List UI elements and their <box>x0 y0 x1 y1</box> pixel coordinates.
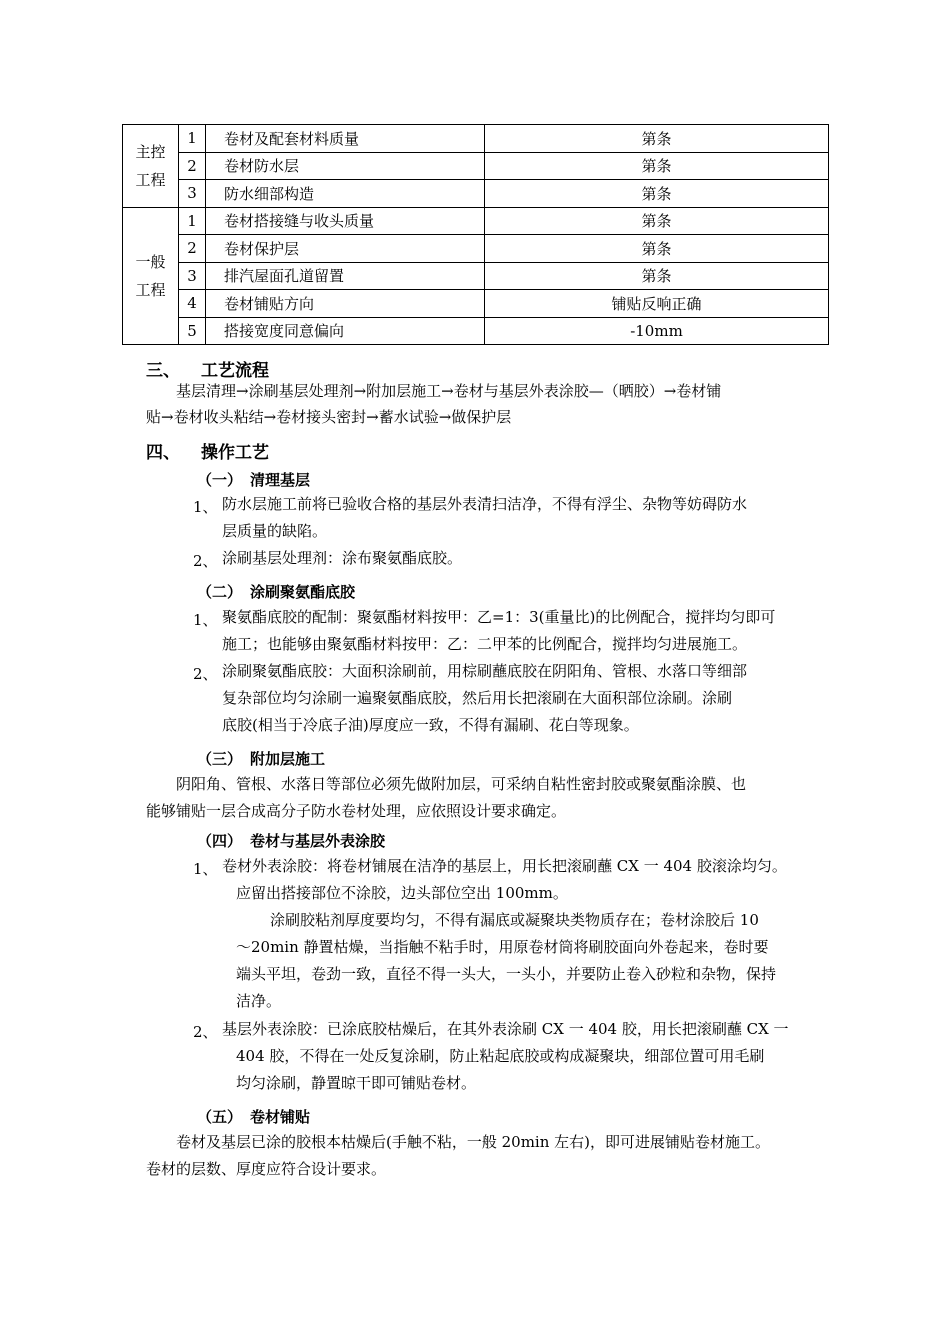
row-standard: 第条 <box>485 235 829 263</box>
section-title: 工艺流程 <box>201 361 269 381</box>
row-number: 5 <box>179 317 206 345</box>
section-heading-operation <box>146 438 269 463</box>
paragraph-line: 基层外表涂胶：已涂底胶枯燥后，在其外表涂刷 CX 一 404 胶，用长把滚刷蘸 CX 一 <box>222 1020 789 1038</box>
row-item: 卷材及配套材料质量 <box>206 125 485 153</box>
paragraph-line: 卷材的层数、厚度应符合设计要求。 <box>146 1160 387 1178</box>
table-row <box>123 152 829 180</box>
paragraph-line: 层质量的缺陷。 <box>222 522 328 540</box>
row-number: 4 <box>179 290 206 318</box>
item-number: 1、 <box>193 860 218 878</box>
row-standard: 第条 <box>485 262 829 290</box>
paragraph-line: 应留出搭接部位不涂胶，边头部位空出 100mm。 <box>236 884 568 902</box>
paragraph-line: 卷材及基层已涂的胶根本枯燥后(手触不粘，一般 20min 左右)，即可进展铺贴卷材施工。 <box>176 1133 771 1151</box>
paragraph-line: 施工；也能够由聚氨酯材料按甲：乙：二甲苯的比例配合，搅拌均匀进展施工。 <box>222 635 748 653</box>
table-row <box>123 180 829 208</box>
paragraph-line: 端头平坦，卷劲一致，直径不得一头大，一头小，并要防止卷入砂粒和杂物，保持 <box>236 965 777 983</box>
row-number: 2 <box>179 235 206 263</box>
subsection-heading-clean-base: （一） 清理基层 <box>197 471 311 489</box>
group-label-main-control: 主控 工程 <box>123 125 179 208</box>
paragraph-line: 底胶(相当于冷底子油)厚度应一致，不得有漏刷、花白等现象。 <box>222 716 639 734</box>
section-number: 四、 <box>146 443 180 463</box>
row-number: 1 <box>179 207 206 235</box>
row-number: 2 <box>179 152 206 180</box>
table-row <box>123 317 829 345</box>
item-number: 2、 <box>193 1023 218 1041</box>
row-standard: 第条 <box>485 207 829 235</box>
table-row <box>123 262 829 290</box>
row-standard: 第条 <box>485 152 829 180</box>
process-flow-line: 基层清理→涂刷基层处理剂→附加层施工→卷材与基层外表涂胶—（晒胶）→卷材铺 <box>176 382 722 400</box>
subsection-heading-adhesive: （四） 卷材与基层外表涂胶 <box>197 832 386 850</box>
process-flow-line: 贴→卷材收头粘结→卷材接头密封→蓄水试验→做保护层 <box>146 408 512 426</box>
row-standard: -10mm <box>485 317 829 345</box>
row-item: 防水细部构造 <box>206 180 485 208</box>
subsection-heading-additional-layer: （三） 附加层施工 <box>197 750 326 768</box>
row-item: 卷材铺贴方向 <box>206 290 485 318</box>
section-number: 三、 <box>146 361 180 381</box>
row-number: 3 <box>179 180 206 208</box>
paragraph-line: ～20min 静置枯燥，当指触不粘手时，用原卷材筒将刷胶面向外卷起来，卷时要 <box>236 938 769 956</box>
item-number: 1、 <box>193 611 218 629</box>
item-number: 1、 <box>193 498 218 516</box>
paragraph-line: 能够铺贴一层合成高分子防水卷材处理，应依照设计要求确定。 <box>146 802 567 820</box>
row-number: 3 <box>179 262 206 290</box>
group-label-general: 一般 工程 <box>123 207 179 345</box>
paragraph-line: 涂刷基层处理剂：涂布聚氨酯底胶。 <box>222 549 463 567</box>
inspection-table <box>122 124 829 345</box>
item-number: 2、 <box>193 552 218 570</box>
row-standard: 铺贴反响正确 <box>485 290 829 318</box>
item-number: 2、 <box>193 665 218 683</box>
section-heading-process-flow <box>146 356 269 381</box>
paragraph-line: 涂刷聚氨酯底胶：大面积涂刷前，用棕刷蘸底胶在阴阳角、管根、水落口等细部 <box>222 662 748 680</box>
table-row <box>123 290 829 318</box>
row-item: 卷材防水层 <box>206 152 485 180</box>
table-row <box>123 125 829 153</box>
paragraph-line: 涂刷胶粘剂厚度要均匀，不得有漏底或凝聚块类物质存在；卷材涂胶后 10 <box>270 911 759 929</box>
subsection-heading-primer: （二） 涂刷聚氨酯底胶 <box>197 583 356 601</box>
table-row <box>123 207 829 235</box>
section-title: 操作工艺 <box>201 443 269 463</box>
subsection-heading-membrane-laying: （五） 卷材铺贴 <box>197 1108 311 1126</box>
paragraph-line: 洁净。 <box>236 992 282 1010</box>
table-row <box>123 235 829 263</box>
row-item: 排汽屋面孔道留置 <box>206 262 485 290</box>
paragraph-line: 阴阳角、管根、水落日等部位必须先做附加层，可采纳自粘性密封胶或聚氨酯涂膜、也 <box>176 775 747 793</box>
row-standard: 第条 <box>485 180 829 208</box>
paragraph-line: 复杂部位均匀涂刷一遍聚氨酯底胶，然后用长把滚刷在大面积部位涂刷。涂刷 <box>222 689 733 707</box>
row-number: 1 <box>179 125 206 153</box>
paragraph-line: 防水层施工前将已验收合格的基层外表清扫洁净，不得有浮尘、杂物等妨碍防水 <box>222 495 748 513</box>
paragraph-line: 卷材外表涂胶：将卷材铺展在洁净的基层上，用长把滚刷蘸 CX 一 404 胶滚涂均匀。 <box>222 857 787 875</box>
paragraph-line: 均匀涂刷，静置晾干即可铺贴卷材。 <box>236 1074 477 1092</box>
row-item: 搭接宽度同意偏向 <box>206 317 485 345</box>
row-item: 卷材搭接缝与收头质量 <box>206 207 485 235</box>
paragraph-line: 404 胶，不得在一处反复涂刷，防止粘起底胶或构成凝聚块，细部位置可用毛刷 <box>236 1047 765 1065</box>
row-standard: 第条 <box>485 125 829 153</box>
paragraph-line: 聚氨酯底胶的配制：聚氨酯材料按甲：乙=1：3(重量比)的比例配合，搅拌均匀即可 <box>222 608 776 626</box>
row-item: 卷材保护层 <box>206 235 485 263</box>
